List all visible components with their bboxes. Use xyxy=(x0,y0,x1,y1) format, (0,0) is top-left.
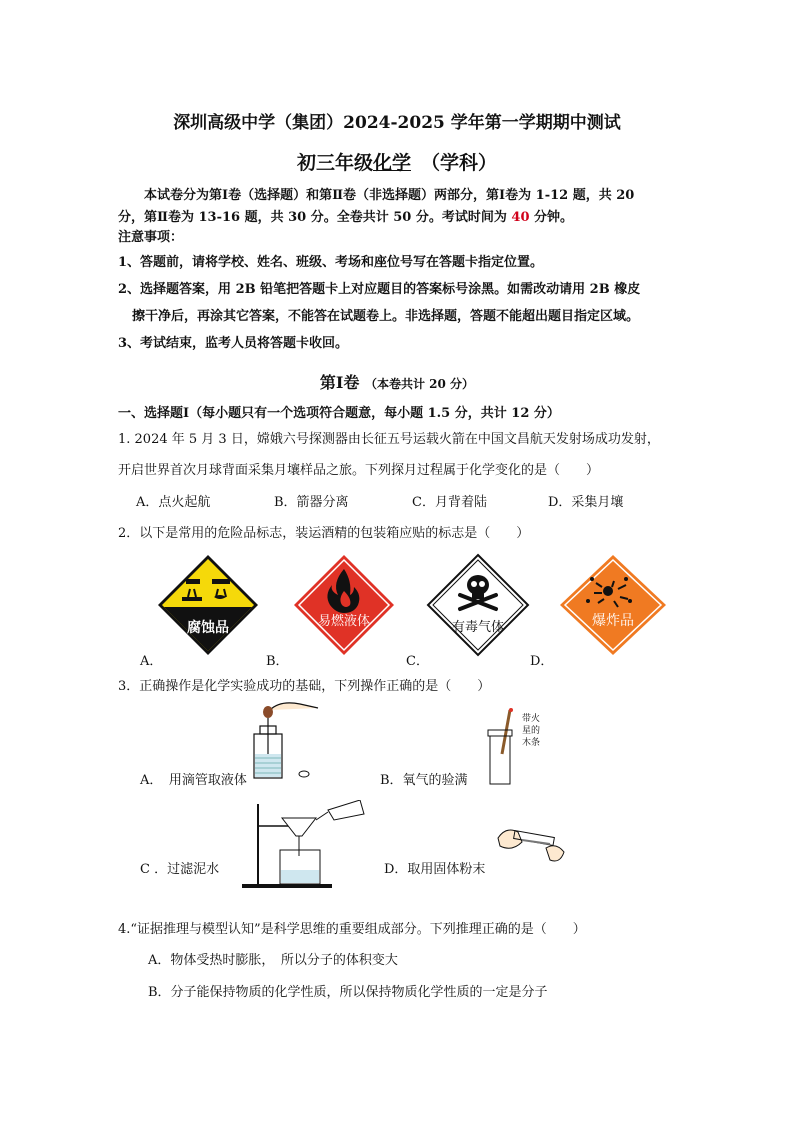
exam-time: 40 xyxy=(511,210,530,225)
q2-label-d: D． xyxy=(530,654,554,669)
filtration-illustration xyxy=(236,800,366,890)
q4-stem: 4.“证据推理与模型认知”是科学思维的重要组成部分。下列推理正确的是（ ） xyxy=(118,922,586,937)
dropper-illustration xyxy=(240,698,320,784)
splint-label-3: 木条 xyxy=(522,738,541,748)
q1-option-c: C．月背着陆 xyxy=(412,495,487,510)
splint-label-1: 带火 xyxy=(522,714,541,724)
note-1: 1、答题前，请将学校、姓名、班级、考场和座位号写在答题卡指定位置。 xyxy=(118,255,544,270)
exam-subject xyxy=(0,148,794,175)
sign-label-toxic: 有毒气体 xyxy=(451,620,505,635)
explosive-sign xyxy=(558,553,668,657)
flammable-liquid-sign xyxy=(292,553,396,657)
subject-name: 化学 xyxy=(372,152,411,174)
q2-label-c: C． xyxy=(406,654,429,669)
notes-title: 注意事项： xyxy=(118,230,184,245)
splint-label-2: 星的 xyxy=(522,726,541,736)
subject-suffix: （学科） xyxy=(421,152,498,174)
powder-illustration xyxy=(492,818,572,868)
q3-option-a: A． 用滴管取液体 xyxy=(140,773,247,788)
sign-label-flammable: 易燃液体 xyxy=(317,614,371,629)
exam-title: 深圳高级中学（集团）2024-2025 学年第一学期期中测试 xyxy=(173,113,621,133)
section-title: 第Ⅰ卷 （本卷共计 20 分） xyxy=(319,373,475,392)
sign-label-corrosive: 腐蚀品 xyxy=(187,620,229,636)
note-2a: 2、选择题答案，用 2B 铅笔把答题卡上对应题目的答案标号涂黑。如需改动请用 2B 橡皮 xyxy=(118,282,641,297)
q3-option-d: D．取用固体粉末 xyxy=(384,862,486,877)
q4-option-b: B．分子能保持物质的化学性质，所以保持物质化学性质的一定是分子 xyxy=(148,985,548,1000)
intro-line2: 分，第Ⅱ卷为 13-16 题，共 30 分。全卷共计 50 分。考试时间为 40 分钟。 xyxy=(118,210,574,225)
note-3: 3、考试结束，监考人员将答题卡收回。 xyxy=(118,336,349,351)
q3-option-c: C ．过滤泥水 xyxy=(140,862,220,877)
q2-label-a: A． xyxy=(140,654,163,669)
corrosive-sign xyxy=(156,553,260,657)
q1-line1: 1. 2024 年 5 月 3 日，嫦娥六号探测器由长征五号运载火箭在中国文昌航天发射场成功发射， xyxy=(118,432,660,447)
q1-option-a: A．点火起航 xyxy=(136,495,211,510)
note-2b: 擦干净后，再涂其它答案，不能答在试题卷上。非选择题，答题不能超出题目指定区域。 xyxy=(132,309,640,324)
part-title: 一、选择题Ⅰ（每小题只有一个选项符合题意，每小题 1.5 分，共计 12 分） xyxy=(118,406,560,421)
intro-line1: 本试卷分为第Ⅰ卷（选择题）和第Ⅱ卷（非选择题）两部分，第Ⅰ卷为 1-12 题，共 20 xyxy=(144,188,635,203)
oxygen-test-illustration xyxy=(480,708,550,788)
toxic-gas-sign xyxy=(426,553,530,657)
q2-label-b: B． xyxy=(266,654,289,669)
grade-label: 初三年级 xyxy=(296,152,373,174)
q1-option-b: B．箭器分离 xyxy=(274,495,349,510)
q2-stem: 2．以下是常用的危险品标志，装运酒精的包装箱应贴的标志是（ ） xyxy=(118,526,530,541)
q4-option-a: A．物体受热时膨胀， 所以分子的体积变大 xyxy=(148,953,398,968)
q3-option-b: B．氧气的验满 xyxy=(380,773,468,788)
q1-line2: 开启世界首次月球背面采集月壤样品之旅。下列探月过程属于化学变化的是（ ） xyxy=(118,463,600,478)
q3-stem: 3．正确操作是化学实验成功的基础，下列操作正确的是（ ） xyxy=(118,679,491,694)
sign-label-explosive: 爆炸品 xyxy=(592,613,634,629)
q1-option-d: D．采集月壤 xyxy=(548,495,624,510)
